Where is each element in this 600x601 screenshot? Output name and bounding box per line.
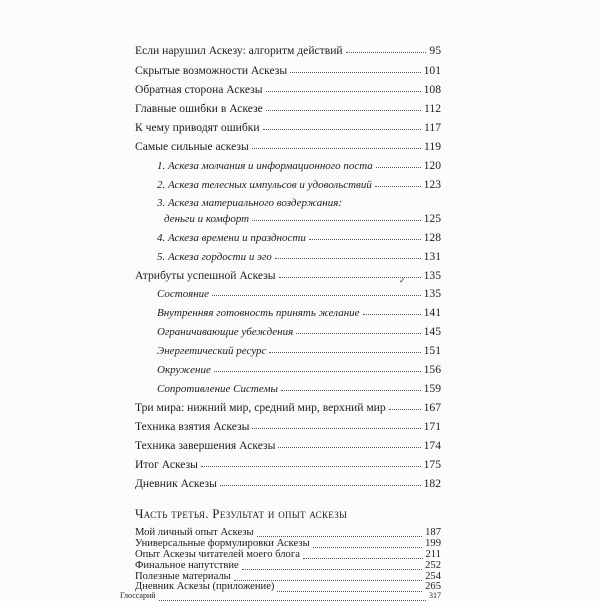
toc-entry-title: Техника завершения Аскезы: [135, 439, 276, 452]
leader-dots: [275, 249, 421, 259]
toc-entry-title: Мой личный опыт Аскезы: [135, 527, 254, 538]
check-mark-icon: ✓: [399, 276, 406, 285]
toc-entry[interactable]: [135, 438, 441, 453]
toc-subentry-title: Окружение: [157, 364, 211, 376]
toc-entry-page: 171: [423, 420, 441, 433]
toc-entry-title: Главные ошибки в Аскезе: [135, 102, 263, 115]
toc-entry-page: 145: [423, 325, 441, 338]
leader-dots: [266, 101, 421, 111]
toc-entry[interactable]: [135, 538, 441, 549]
toc-subentry[interactable]: [157, 230, 441, 245]
toc-entry-title: Атрибуты успешной Аскезы: [135, 269, 276, 282]
toc-entry-title: Дневник Аскезы: [135, 477, 217, 490]
toc-entry-title: Скрытые возможности Аскезы: [135, 64, 288, 77]
toc-entry[interactable]: [135, 139, 441, 154]
toc-entry-page: 317: [429, 591, 441, 600]
toc-subentry-title: Сопротивление Системы: [157, 383, 278, 395]
toc-entry-page: 128: [423, 231, 441, 244]
toc-entry[interactable]: [135, 400, 441, 415]
toc-entry-page: 199: [425, 538, 441, 549]
toc-entry-title: Три мира: нижний мир, средний мир, верхний мир: [135, 401, 386, 414]
toc-entry-page: 151: [423, 344, 441, 357]
toc-entry[interactable]: [135, 560, 441, 571]
toc-entry-title: Обратная сторона Аскезы: [135, 83, 263, 96]
toc-entry-page: 211: [425, 549, 441, 560]
toc-entry-page: 117: [424, 121, 441, 134]
toc-subentry-title: 1. Аскеза молчания и информационного поста: [157, 160, 373, 172]
toc-entry-page: 123: [423, 178, 441, 191]
toc-entry[interactable]: [120, 591, 441, 600]
toc-entry-title: Глоссарий: [120, 591, 156, 600]
toc-entry[interactable]: [135, 120, 441, 135]
toc-entry-title: Итог Аскезы: [135, 458, 198, 471]
leader-dots: [389, 400, 421, 410]
toc-entry[interactable]: [135, 582, 441, 591]
leader-dots: [257, 527, 422, 537]
toc-entry[interactable]: [135, 101, 441, 116]
toc-entry-title: Универсальные формулировки Аскезы: [135, 538, 310, 549]
leader-dots: [278, 438, 420, 448]
leader-dots: [313, 538, 422, 548]
toc-entry[interactable]: [135, 549, 441, 560]
toc-entry[interactable]: [135, 527, 441, 538]
leader-dots: [234, 571, 422, 581]
toc-subentry[interactable]: [157, 343, 441, 358]
toc-entry-title: Если нарушил Аскезу: алгоритм действий: [135, 44, 343, 57]
leader-dots: [214, 362, 421, 372]
leader-dots: [201, 457, 421, 467]
toc-subentry-title: Ограничивающие убеждения: [157, 326, 294, 338]
toc-subentry-title: 2. Аскеза телесных импульсов и удовольствий: [157, 179, 372, 191]
toc-entry-page: 159: [423, 382, 441, 395]
toc-subentry[interactable]: [157, 381, 441, 396]
toc-subentry[interactable]: [164, 211, 441, 226]
leader-dots: [269, 343, 420, 353]
leader-dots: [220, 476, 421, 486]
toc-subentry-title: Внутренняя готовность принять желание: [157, 307, 360, 319]
toc-subentry-title: Состояние: [157, 288, 210, 300]
leader-dots: [266, 82, 421, 92]
toc-entry-title: Полезные материалы: [135, 571, 231, 582]
toc-entry-page: 174: [423, 439, 441, 452]
toc-entry-title: Техника взятия Аскезы: [135, 420, 250, 433]
leader-dots: [212, 286, 421, 296]
toc-entry-title: К чему приводят ошибки: [135, 121, 260, 134]
toc-subentry-title: 5. Аскеза гордости и эго: [157, 251, 272, 263]
toc-subentry-title: Энергетический ресурс: [157, 345, 267, 357]
toc-entry-page: 95: [429, 44, 441, 57]
toc-entry-page: 135: [423, 287, 441, 300]
leader-dots: [376, 158, 421, 168]
toc-entry-page: 265: [425, 581, 441, 592]
toc-entry[interactable]: [135, 476, 441, 491]
leader-dots: [263, 120, 421, 130]
leader-dots: [290, 63, 420, 73]
toc-entry[interactable]: [135, 63, 441, 78]
toc-entry-page: 156: [423, 363, 441, 376]
toc-entry-title: Самые сильные аскезы: [135, 140, 249, 153]
toc-entry-page: 254: [425, 571, 441, 582]
leader-dots: [309, 230, 421, 240]
toc-entry-title: Опыт Аскезы читателей моего блога: [135, 549, 300, 560]
toc-entry-page: 101: [423, 64, 441, 77]
section-heading[interactable]: Часть третья. Результат и опыт аскезы: [135, 506, 348, 521]
toc-entry-page: 175: [423, 458, 441, 471]
toc-subentry[interactable]: [157, 177, 441, 192]
leader-dots: [296, 324, 420, 334]
toc-entry-page: 135: [423, 269, 441, 282]
toc-entry-page: 112: [424, 102, 441, 115]
toc-entry[interactable]: [135, 43, 441, 58]
leader-dots: [242, 560, 422, 570]
toc-entry-page: 141: [423, 306, 441, 319]
toc-entry-page: 182: [423, 477, 441, 490]
toc-subentry[interactable]: [157, 305, 441, 320]
leader-dots: [363, 305, 421, 315]
leader-dots: [252, 211, 420, 221]
leader-dots: [303, 549, 423, 559]
toc-subentry-title: деньги и комфорт: [164, 213, 250, 225]
toc-entry-page: 131: [423, 250, 441, 263]
toc-subentry[interactable]: [157, 324, 441, 339]
leader-dots: [252, 139, 421, 149]
toc-subentry[interactable]: [157, 158, 441, 173]
toc-entry-title: Дневник Аскезы (приложение): [135, 581, 275, 592]
toc-entry[interactable]: [135, 268, 441, 283]
leader-dots: [346, 43, 427, 53]
toc-subentry[interactable]: [157, 362, 441, 377]
toc-subentry[interactable]: [157, 249, 441, 264]
toc-entry[interactable]: [135, 457, 441, 472]
toc-entry[interactable]: [135, 419, 441, 434]
toc-entry-page: 120: [423, 159, 441, 172]
toc-subentry-title-line1: 3. Аскеза материального воздержания:: [157, 197, 342, 209]
toc-entry-page: 252: [425, 560, 441, 571]
leader-dots: [252, 419, 420, 429]
toc-entry-page: 125: [423, 212, 441, 225]
toc-entry-page: 119: [424, 140, 441, 153]
toc-subentry-title: 4. Аскеза времени и праздности: [157, 232, 306, 244]
toc-entry-page: 108: [423, 83, 441, 96]
leader-dots: [281, 381, 421, 391]
toc-entry-title: Финальное напутствие: [135, 560, 239, 571]
toc-entry[interactable]: [135, 82, 441, 97]
toc-entry-page: 167: [423, 401, 441, 414]
toc-subentry[interactable]: [157, 286, 441, 301]
toc-entry-page: 187: [425, 527, 441, 538]
leader-dots: [375, 177, 421, 187]
